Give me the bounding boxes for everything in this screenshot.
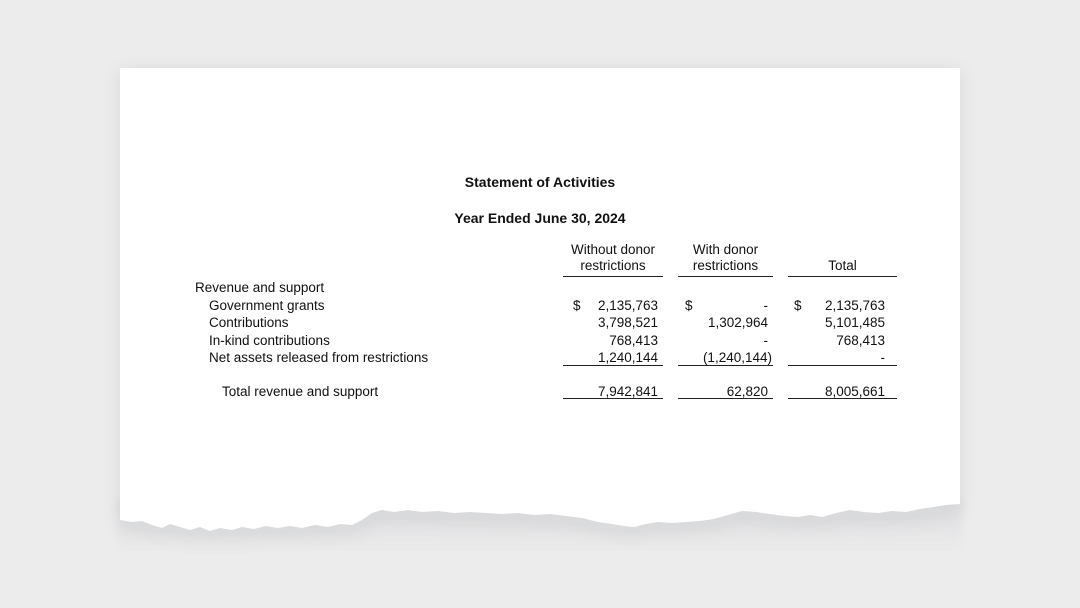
amount-value: 8,005,661 xyxy=(824,383,885,399)
amount-value: 5,101,485 xyxy=(824,315,885,330)
total-amount-cell xyxy=(788,383,897,400)
amount-cell xyxy=(678,332,773,350)
amount-value: 7,942,841 xyxy=(597,383,658,399)
amount-cell xyxy=(788,297,897,315)
currency-symbol: $ xyxy=(794,297,802,313)
row-label: Government grants xyxy=(209,297,325,313)
row-label: In-kind contributions xyxy=(209,332,330,348)
amount-value: 1,240,144 xyxy=(597,350,658,365)
section-header-label: Revenue and support xyxy=(195,280,325,295)
column-header-without-donor-restrictions xyxy=(563,241,663,277)
currency-symbol: $ xyxy=(685,297,693,313)
amount-cell xyxy=(788,314,897,332)
amount-value: 2,135,763 xyxy=(597,297,658,313)
title-line-2: Year Ended June 30, 2024 xyxy=(454,210,626,226)
column-header-text: restrictions xyxy=(580,258,646,273)
amount-cell-underlined xyxy=(788,349,897,366)
amount-value: 1,302,964 xyxy=(707,315,768,330)
amount-value: - xyxy=(880,350,885,365)
column-header-text: restrictions xyxy=(692,258,759,273)
amount-cell xyxy=(563,314,663,332)
document-page xyxy=(120,68,960,548)
amount-cell xyxy=(788,332,897,350)
row-label: Contributions xyxy=(209,315,289,330)
amount-value: - xyxy=(763,332,768,348)
amount-value: - xyxy=(763,297,768,313)
column-header-text: With donor xyxy=(692,242,759,257)
amount-cell xyxy=(563,297,663,315)
column-header-with-donor-restrictions xyxy=(678,241,773,277)
paper-body xyxy=(120,68,960,500)
document-title xyxy=(120,173,960,227)
table-row xyxy=(195,297,897,315)
table-row xyxy=(195,349,897,367)
title-line-1: Statement of Activities xyxy=(464,174,616,190)
amount-cell xyxy=(563,332,663,350)
statement-table xyxy=(195,279,897,400)
column-header-total xyxy=(788,241,897,277)
total-amount-cell xyxy=(678,383,773,400)
table-row xyxy=(195,314,897,332)
torn-paper-edge xyxy=(120,500,960,546)
total-amount-cell xyxy=(563,383,663,400)
amount-value: (1,240,144) xyxy=(702,350,772,365)
section-header-row xyxy=(195,279,897,297)
amount-cell xyxy=(678,314,773,332)
row-label: Net assets released from restrictions xyxy=(209,350,429,365)
column-header-text: Without donor xyxy=(570,242,656,257)
spacer-row xyxy=(195,367,897,383)
amount-value: 3,798,521 xyxy=(597,315,658,330)
amount-cell-underlined xyxy=(563,349,663,366)
column-headers xyxy=(120,239,960,277)
currency-symbol: $ xyxy=(573,297,581,313)
total-row xyxy=(195,383,897,401)
total-row-label: Total revenue and support xyxy=(222,383,379,399)
column-header-text: Total xyxy=(828,258,857,273)
amount-value: 768,413 xyxy=(836,332,885,348)
amount-cell xyxy=(678,297,773,315)
amount-value: 62,820 xyxy=(726,383,768,399)
amount-value: 2,135,763 xyxy=(824,297,885,313)
table-row xyxy=(195,332,897,350)
amount-value: 768,413 xyxy=(609,332,658,348)
amount-cell-underlined xyxy=(678,349,773,366)
